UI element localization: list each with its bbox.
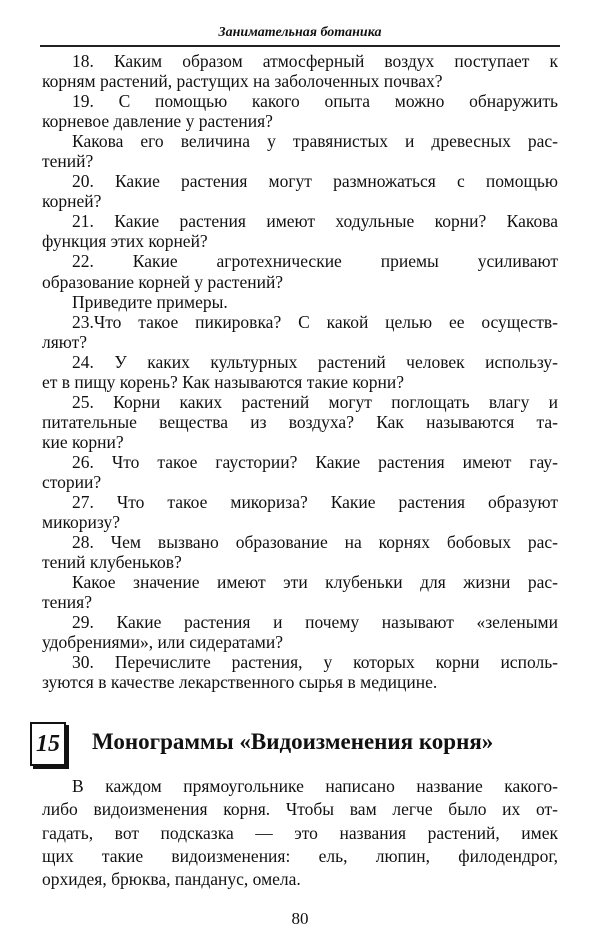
text-line: микоризу?	[42, 512, 120, 533]
page-number: 80	[291, 909, 309, 928]
text-line: Какое значение имеют эти клубеньки для жизни рас-	[72, 572, 558, 593]
text-line: корням растений, растущих на заболоченных почвах?	[42, 71, 443, 92]
text-line: зуются в качестве лекарственного сырья в медицине.	[42, 672, 438, 693]
text-line: 30. Перечислите растения, у которых корни исполь-	[72, 652, 558, 673]
text-line: 26. Что такое гаустории? Какие растения имеют гау-	[72, 451, 558, 472]
running-header: Занимательная ботаника	[218, 25, 382, 40]
text-line: В каждом прямоугольнике написано название какого-	[72, 776, 558, 796]
text-line: 23.Что такое пикировка? С какой целью ее осуществ-	[72, 311, 558, 332]
text-line: кие корни?	[42, 431, 124, 452]
text-line: 21. Какие растения имеют ходульные корни? Какова	[72, 211, 558, 232]
text-line: 28. Чем вызвано образование на корнях бобовых рас-	[72, 532, 558, 553]
text-line: 19. С помощью какого опыта можно обнаружить	[72, 91, 558, 112]
text-line: 18. Каким образом атмосферный воздух поступает к	[72, 51, 558, 71]
text-line: стории?	[42, 471, 102, 492]
text-line: щих такие видоизменения: ель, люпин, филодендрог,	[42, 845, 558, 866]
section-title: Монограммы «Видоизменения корня»	[92, 729, 494, 754]
text-line: 27. Что такое микориза? Какие растения образуют	[72, 492, 558, 513]
text-line: ет в пищу корень? Как называются такие корни?	[42, 371, 404, 392]
text-line: 22. Какие агротехнические приемы усиливают	[72, 251, 558, 272]
text-line: функция этих корней?	[42, 231, 208, 252]
text-line: либо видоизменения корня. Чтобы вам легче было их от-	[42, 799, 558, 820]
text-line: корневое давление у растения?	[42, 111, 273, 132]
text-line: Приведите примеры.	[72, 291, 228, 312]
text-line: 24. У каких культурных растений человек использу-	[72, 351, 558, 372]
text-line: орхидея, брюква, панданус, омела.	[42, 869, 301, 890]
text-line: тений клубеньков?	[42, 552, 182, 573]
text-line: гадать, вот подсказка — это названия растений, имек	[42, 822, 558, 843]
text-line: тений?	[42, 151, 94, 172]
text-line: удобрениями», или сидератами?	[42, 632, 283, 653]
text-line: корней?	[42, 191, 102, 212]
text-line: тения?	[42, 592, 92, 613]
text-line: образование корней у растений?	[42, 271, 284, 292]
section-paragraph	[42, 775, 558, 891]
text-line: 29. Какие растения и почему называют «зелеными	[72, 612, 558, 633]
questions-list	[42, 51, 558, 693]
text-line: питательные вещества из воздуха? Как называются та-	[42, 411, 558, 432]
text-line: 20. Какие растения могут размножаться с помощью	[72, 171, 558, 192]
text-line: 25. Корни каких растений могут поглощать влагу и	[72, 391, 558, 412]
header-rule	[40, 45, 560, 47]
section-number-box: 15	[30, 722, 66, 766]
text-line: Какова его величина у травянистых и древесных рас-	[72, 131, 558, 152]
text-line: ляют?	[42, 331, 88, 352]
